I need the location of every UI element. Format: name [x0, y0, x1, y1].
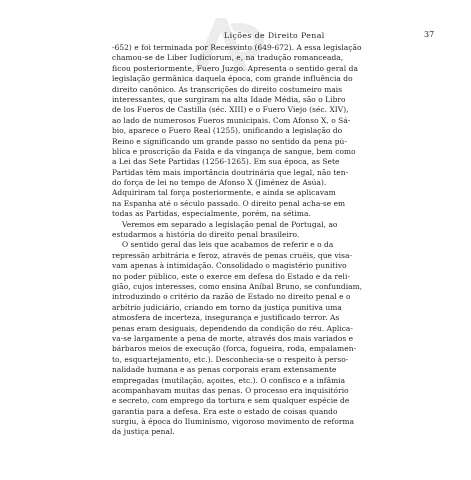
text-line: Veremos em separado a legislação penal de Portugal, ao [122, 219, 338, 229]
running-head: Lições de Direito Penal [224, 31, 325, 40]
text-line: to, esquartejamento, etc.). Desconhecia-se o respeito à perso- [112, 354, 349, 364]
text-line: surgiu, à época do Iluminismo, vigoroso movimento de reforma [112, 417, 355, 427]
text-line: a Lei das Sete Partidas (1256-1265). Em sua época, as Sete [112, 157, 340, 167]
text-line: gião, cujos interesses, como ensina Aníbal Bruno, se confundiam, [112, 281, 363, 291]
text-line: empregadas (mutilação, açoites, etc.). O confisco e a infâmia [112, 375, 346, 385]
text-line: ao lado de numerosos Fueros municipais. Com Afonso X, o Sá- [112, 115, 351, 125]
text-line: arbítrio judiciário, criando em torno da justiça punitiva uma [112, 302, 342, 312]
text-line: bárbaros meios de execução (forca, fogueira, roda, empalamen- [112, 344, 357, 354]
text-line: garantia para a defesa. Era este o estado de coisas quando [112, 406, 338, 416]
text-line: estudarmos a história do direito penal brasileiro. [112, 230, 300, 240]
text-line: Reino e significando um grande passo no sentido da pena pú- [112, 136, 347, 146]
text-line: na Espanha até o século passado. O direito penal acha-se em [112, 198, 346, 208]
text-line: da justiça penal. [112, 427, 175, 437]
text-line: ficou posteriormente, Fuero Juzgo. Apresenta o sentido geral da [112, 63, 358, 73]
text-line: -652) e foi terminada por Recesvinto (649-672). A essa legislação [112, 43, 362, 52]
text-line: vam apenas à intimidação. Consolidado o magistério punitivo [112, 261, 347, 271]
text-line: Adquiriram tal força posteriormente, e ainda se aplicavam [112, 188, 336, 198]
text-line: de los Fueros de Castilla (séc. XIII) e o Fuero Viejo (séc. XIV), [112, 105, 349, 115]
text-line: todas as Partidas, especialmente, porém, na sétima. [112, 209, 311, 219]
text-line: no poder público, este o exerce em defesa do Estado e da reli- [112, 271, 350, 281]
text-line: bio, aparece o Fuero Real (1255), unificando a legislação do [112, 126, 343, 136]
text-line: legislação germânica daquela época, com grande influência do [112, 74, 353, 84]
text-line: nalidade humana e as penas corporais eram extensamente [112, 365, 337, 375]
text-line: penas eram desiguais, dependendo da condição do réu. Aplica- [112, 323, 353, 333]
text-line: direito canônico. As transcrições do direito costumeiro mais [112, 84, 343, 94]
text-line: introduzindo o critério da razão de Estado no direito penal e o [112, 292, 351, 302]
text-line: acompanhavam muitas das penas. O processo era inquisitório [112, 385, 349, 395]
text-line: e secreto, com emprego da tortura e sem qualquer espécie de [112, 396, 350, 406]
text-line: repressão arbitrária e feroz, através de penas cruéis, que visa- [112, 250, 353, 260]
text-line: interessantes, que surgiram na alta Idade Média, são o Libro [112, 94, 346, 104]
text-line: do força de lei no tempo de Afonso X (Jiménez de Asúa). [112, 178, 327, 188]
text-line: O sentido geral das leis que acabamos de referir e o da [122, 240, 334, 250]
text-line: Partidas têm mais importância doutrinária que legal, não ten- [112, 167, 349, 177]
text-line: chamou-se de Liber Iudiciorum, e, na tradução romanceada, [112, 53, 344, 63]
text-line: blica e proscrição da Faida e da vingança de sangue, bem como [112, 146, 356, 156]
body-text [112, 43, 438, 438]
text-line: atmosfera de incerteza, insegurança e justificado terror. As [112, 313, 340, 323]
text-line: va-se largamente a pena de morte, através dos mais variados e [112, 333, 354, 343]
page-number: 37 [424, 30, 435, 39]
